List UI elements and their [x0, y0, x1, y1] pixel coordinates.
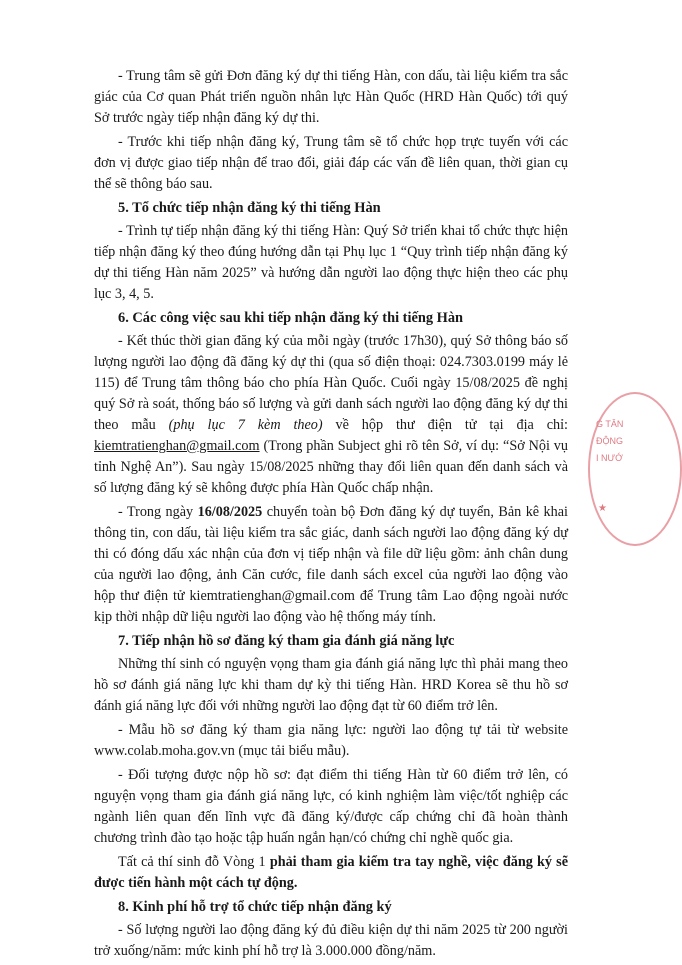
section-heading-8: 8. Kinh phí hỗ trợ tổ chức tiếp nhận đăng ký	[118, 899, 392, 915]
paragraph	[94, 852, 568, 894]
appendix-reference: (phụ lục 7 kèm theo)	[168, 417, 323, 433]
text-run: chuyển toàn bộ Đơn đăng ký dự tuyển, Bản kê khai thông tin, con dấu, tài liệu kiểm tra sắc giác, danh sách người lao động đăng ký dự thi có đóng dấu xác nhận của đơn vị tiếp nhận và file dữ liệu gồm: ảnh chân dung của người lao động, ảnh Căn cước, file danh sách excel của người lao động vào hộp thư điện tử kiemtratienghan@gmail.com để Trung tâm Lao động ngoài nước kịp thời nhập dữ liệu người lao động vào hệ thống máy tính.	[94, 504, 568, 625]
paragraph: - Số lượng người lao động đăng ký đủ điều kiện dự thi năm 2025 từ 200 người trở xuống/năm: mức kinh phí hỗ trợ là 3.000.000 đồng/năm.	[94, 922, 568, 959]
seal-text: I NƯỚ	[596, 453, 623, 463]
text-run: - Trong ngày	[118, 504, 198, 520]
seal-text: G TÂN	[596, 419, 624, 429]
seal-text: ĐỘNG	[596, 436, 623, 446]
email-link[interactable]: kiemtratienghan@gmail.com	[94, 438, 260, 454]
section-heading-7: 7. Tiếp nhận hồ sơ đăng ký tham gia đánh giá năng lực	[118, 633, 455, 649]
paragraph: - Trình tự tiếp nhận đăng ký thi tiếng Hàn: Quý Sở triển khai tổ chức thực hiện tiếp nhận đăng ký theo đúng hướng dẫn tại Phụ lục 1 “Quy trình tiếp nhận đăng ký dự thi tiếng Hàn năm 2025” và hướng dẫn người lao động thực hiện theo các phụ lục 3, 4, 5.	[94, 223, 568, 302]
paragraph: - Mẫu hồ sơ đăng ký tham gia năng lực: người lao động tự tải từ website www.colab.moha.gov.vn (mục tải biểu mẫu).	[94, 722, 568, 759]
emphasis-text: phải tham gia kiểm tra tay nghề, việc đăng ký sẽ được tiến hành một cách tự động.	[94, 854, 568, 891]
text-run: về hộp thư điện tử tại địa chỉ:	[322, 417, 568, 433]
section-heading-6: 6. Các công việc sau khi tiếp nhận đăng ký thi tiếng Hàn	[118, 310, 464, 326]
official-seal	[588, 392, 682, 546]
paragraph	[94, 331, 568, 499]
text-run: - Kết thúc thời gian đăng ký của mỗi ngày (trước 17h30), quý Sở thông báo số lượng người lao động đã đăng ký dự thi (qua số điện thoại: 024.7303.0199 máy lẻ 115) để Trung tâm thông báo cho phía Hàn Quốc. Cuối ngày 15/08/2025 đề nghị quý Sở rà soát, thống báo số lượng và gửi danh sách người lao động đăng ký dự thi theo mẫu	[94, 333, 568, 433]
paragraph: - Trung tâm sẽ gửi Đơn đăng ký dự thi tiếng Hàn, con dấu, tài liệu kiểm tra sắc giác của Cơ quan Phát triển nguồn nhân lực Hàn Quốc (HRD Hàn Quốc) tới quý Sở trước ngày tiếp nhận đăng ký dự thi.	[94, 68, 568, 126]
paragraph: Những thí sinh có nguyện vọng tham gia đánh giá năng lực thì phải mang theo hồ sơ đánh giá năng lực khi tham dự kỳ thi tiếng Hàn. HRD Korea sẽ thu hồ sơ đánh giá năng lực đối với những người lao động đạt từ 60 điểm trở lên.	[94, 656, 568, 714]
text-run: (Trong phần Subject ghi rõ tên Sở, ví dụ: “Sở Nội vụ tỉnh Nghệ An”). Sau ngày 15/08/2025 những thay đổi liên quan đến danh sách và số lượng đăng ký sẽ không được phía Hàn Quốc chấp nhận.	[94, 438, 568, 496]
document-body	[94, 66, 568, 965]
paragraph: - Đối tượng được nộp hồ sơ: đạt điểm thi tiếng Hàn từ 60 điểm trở lên, có nguyện vọng tham gia đánh giá năng lực, có kinh nghiệm làm việc/tốt nghiệp các ngành liên quan đến lĩnh vực đã đăng ký/được cấp chứng chỉ đã hoàn thành chương trình đào tạo hoặc tập huấn ngắn hạn/có chứng chỉ nghề quốc gia.	[94, 767, 568, 846]
paragraph	[94, 502, 568, 628]
deadline-date: 16/08/2025	[197, 504, 263, 520]
text-run: Tất cả thí sinh đỗ Vòng 1	[118, 854, 270, 870]
section-heading-5: 5. Tổ chức tiếp nhận đăng ký thi tiếng Hàn	[118, 200, 381, 216]
paragraph: - Trước khi tiếp nhận đăng ký, Trung tâm sẽ tổ chức họp trực tuyến với các đơn vị được giao tiếp nhận để trao đổi, giải đáp các vấn đề liên quan, thời gian cụ thể sẽ thông báo sau.	[94, 134, 568, 192]
star-icon: ★	[598, 503, 607, 514]
